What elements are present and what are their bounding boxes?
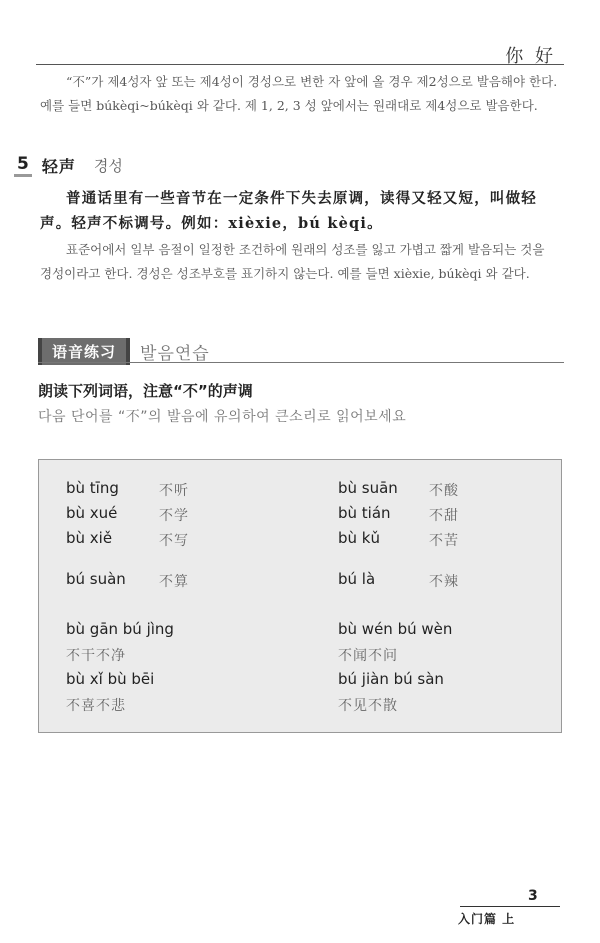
word-hanzi: 不苦 [429,533,459,549]
word-pinyin: bú jiàn bú sàn [338,670,444,688]
word-hanzi: 不甜 [429,508,459,524]
word-pinyin: bù kǔ [338,529,380,547]
word-pinyin: bù tián [338,504,391,522]
word-pinyin: bù xiě [66,529,113,547]
word-hanzi: 不写 [159,533,189,549]
instruction-zh: 朗读下列词语，注意“不”的声调 [38,382,253,400]
section-title-zh: 轻声 [41,157,76,176]
word-pinyin: bù xǐ bù bēi [66,670,155,688]
section-5-heading [14,154,123,177]
section-title-ko: 경성 [93,157,123,175]
section-paragraph-zh: 普通话里有一些音节在一定条件下失去原调，读得又轻又短，叫做轻声。轻声不标调号。例如：xièxie，bú kèqi。 [40,190,537,232]
word-hanzi: 不干不净 [66,648,126,664]
footer-label: 入门篇 上 [458,912,516,926]
word-hanzi: 不见不散 [338,698,398,714]
word-hanzi: 不算 [159,574,189,590]
word-hanzi: 不听 [159,483,189,499]
word-pinyin: bú là [338,570,376,588]
section-paragraph-ko: 표준어에서 일부 음절이 일정한 조건하에 원래의 성조를 잃고 가볍고 짧게 발음되는 것을 경성이라고 한다. 경성은 성조부호를 표기하지 않는다. 예를 들면 xièxie, búkèqi 와 같다. [40,242,545,281]
intro-paragraph: “不”가 제4성자 앞 또는 제4성이 경성으로 변한 자 앞에 올 경우 제2성으로 발음해야 한다. 예를 들면 búkèqi~búkèqi 와 같다. 제 1, 2, 3 성 앞에서는 원래대로 제4성으로 발음한다. [40,74,558,113]
practice-label-ko: 발음연습 [140,344,210,364]
word-hanzi: 不喜不悲 [66,698,126,714]
header-title: 你 好 [505,46,556,67]
section-number: 5 [14,154,32,177]
page-number: 3 [528,888,538,904]
word-pinyin: bù xué [66,504,118,522]
word-hanzi: 不闻不问 [338,648,398,664]
word-pinyin: bù wén bú wèn [338,620,453,638]
practice-heading [38,338,210,365]
word-hanzi: 不辣 [429,574,459,590]
practice-rule [38,362,564,363]
instruction-ko: 다음 단어를 “不”의 발음에 유의하여 큰소리로 읽어보세요 [38,409,407,425]
word-hanzi: 不酸 [429,483,459,499]
header-rule [36,64,564,65]
word-practice-box [38,459,562,733]
word-pinyin: bù tīng [66,479,119,497]
word-pinyin: bù suān [338,479,398,497]
practice-label-zh: 语音练习 [38,338,130,365]
footer-rule [460,906,560,907]
word-pinyin: bù gān bú jìng [66,620,174,638]
word-pinyin: bú suàn [66,570,126,588]
word-hanzi: 不学 [159,508,189,524]
